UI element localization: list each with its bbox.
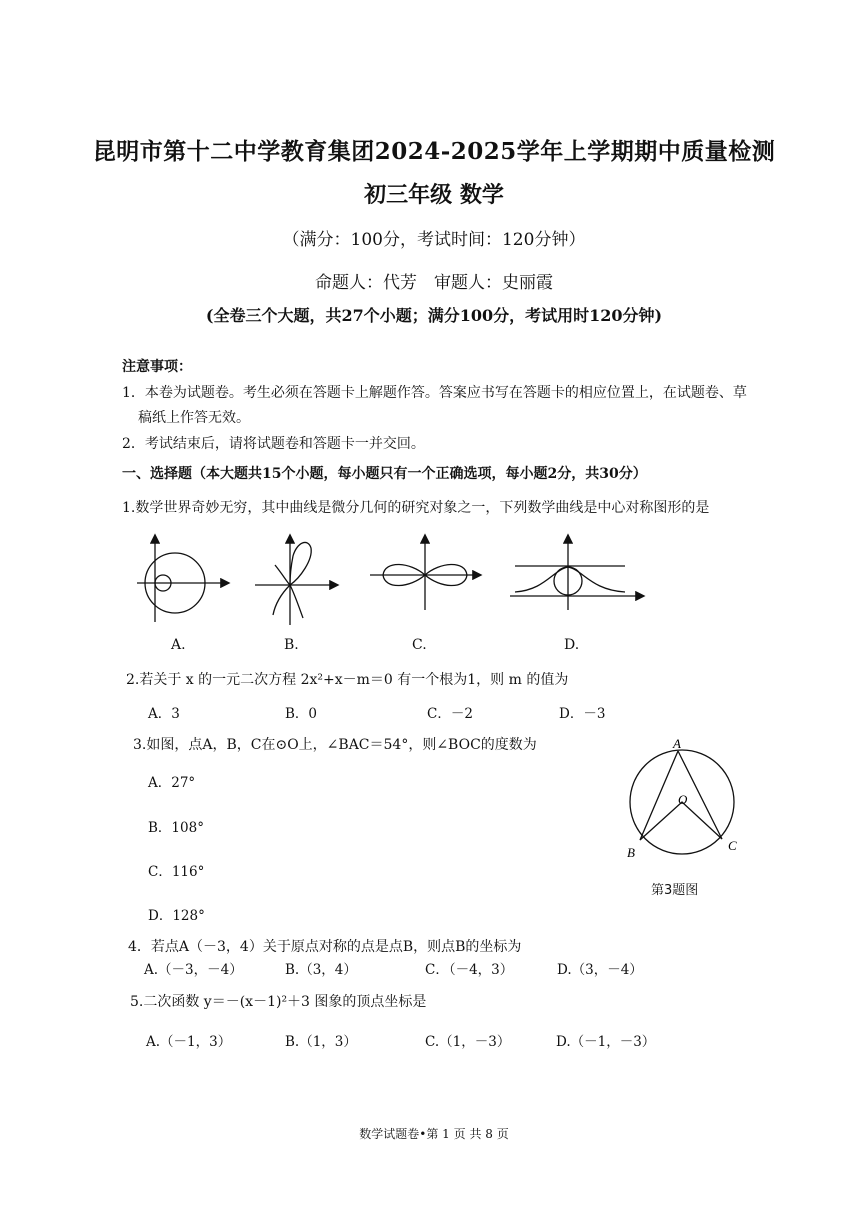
score-time: （满分：100分，考试时间：120分钟）	[282, 230, 586, 250]
q4-option-a: A.（－3，－4）	[144, 962, 243, 978]
q5-option-a: A.（－1，3）	[146, 1034, 232, 1050]
authors: 命题人：代芳 审题人：史丽霞	[315, 273, 553, 293]
q1-option-d-label: D.	[564, 637, 580, 653]
question-5-text: 5.二次函数 y＝－(x－1)²＋3 图象的顶点坐标是	[130, 994, 427, 1010]
point-b-label: B	[627, 845, 635, 860]
point-c-label: C	[728, 838, 737, 853]
question-3-figure-caption: 第3题图	[651, 883, 699, 898]
question-4-text: 4．若点A（－3，4）关于原点对称的点是点B，则点B的坐标为	[128, 939, 522, 955]
q4-option-c: C．（－4，3）	[425, 962, 514, 978]
q4-option-b: B.（3，4）	[285, 962, 357, 978]
q2-option-d: D．－3	[559, 706, 606, 722]
q5-option-b: B.（1，3）	[285, 1034, 357, 1050]
question-2-text: 2.若关于 x 的一元二次方程 2x²+x－m＝0 有一个根为1，则 m 的值为	[126, 672, 569, 688]
q3-option-b: B．108°	[148, 820, 204, 836]
q2-option-a: A．3	[148, 706, 180, 722]
question-1-figures	[125, 530, 655, 630]
question-1-text: 1.数学世界奇妙无穷，其中曲线是微分几何的研究对象之一，下列数学曲线是中心对称图形的是	[122, 500, 710, 516]
question-3-figure	[618, 732, 753, 862]
notice-item-1-line-1: 1．本卷为试题卷。考生必须在答题卡上解题作答。答案应书写在答题卡的相应位置上，在试题卷、草	[122, 385, 747, 401]
q3-option-c: C．116°	[148, 864, 205, 880]
q1-option-a-label: A.	[171, 637, 186, 653]
q1-option-c-label: C.	[412, 637, 427, 653]
q3-option-d: D．128°	[148, 908, 205, 924]
q4-option-d: D.（3，－4）	[557, 962, 643, 978]
notice-heading: 注意事项：	[122, 359, 192, 375]
curve-d-circle-asymptote	[510, 536, 643, 610]
curve-a-limacon	[137, 536, 228, 622]
notice-item-1-line-2: 稿纸上作答无效。	[138, 410, 250, 426]
curve-c-lemniscate	[370, 536, 480, 610]
exam-summary: (全卷三个大题，共27个小题；满分100分，考试用时120分钟)	[205, 306, 663, 325]
q2-option-b: B．0	[285, 706, 318, 722]
notice-item-2: 2．考试结束后，请将试题卷和答题卡一并交回。	[122, 436, 425, 452]
exam-subtitle: 初三年级 数学	[364, 182, 504, 208]
exam-title: 昆明市第十二中学教育集团2024-2025学年上学期期中质量检测	[92, 138, 776, 165]
q5-option-c: C.（1，－3）	[425, 1034, 511, 1050]
page-footer: 数学试题卷•第 1 页 共 8 页	[359, 1127, 509, 1141]
curve-b-folium	[255, 536, 337, 625]
q3-option-a: A．27°	[148, 775, 196, 791]
q2-option-c: C．－2	[427, 706, 473, 722]
point-a-label: A	[673, 736, 681, 751]
q1-option-b-label: B.	[284, 637, 299, 653]
q5-option-d: D.（－1，－3）	[556, 1034, 656, 1050]
section-1-heading: 一、选择题（本大题共15个小题，每小题只有一个正确选项，每小题2分，共30分）	[122, 466, 647, 482]
question-3-text: 3.如图，点A，B，C在⊙O上，∠BAC＝54°，则∠BOC的度数为	[133, 737, 537, 753]
point-o-label: O	[678, 792, 688, 807]
